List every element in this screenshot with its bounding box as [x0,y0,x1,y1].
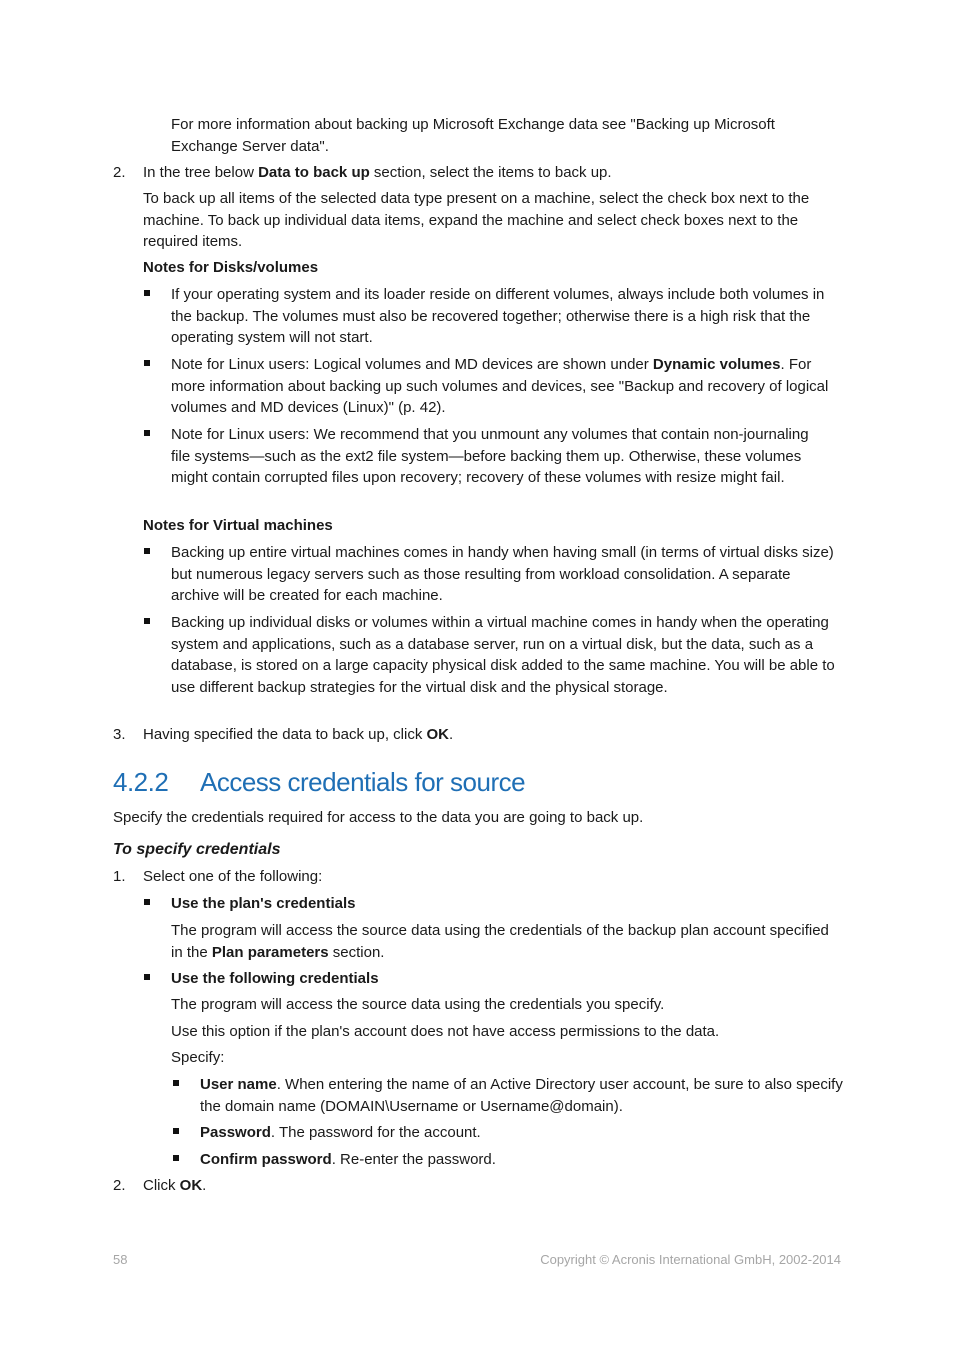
step-2-text [143,162,843,184]
option-following-credentials [171,968,379,990]
section-heading [113,765,525,799]
disks-notes-heading-text: Notes for Disks/volumes [143,259,319,276]
step-2-post: section, select the items to back up. [369,164,612,181]
bullet-square-icon [144,360,150,366]
confirm-password-label: Confirm password [200,1151,332,1168]
vm-note-1: Backing up entire virtual machines comes in handy when having small (in terms of virtual disks size) but numerous legacy servers such as those resulting from workload consolidation. A separate archive will be created for each machine. [171,544,834,604]
disks-note-2-pre: Note for Linux users: Logical volumes and MD devices are shown under [171,356,653,373]
step-2-paragraph: To back up all items of the selected data type present on a machine, select the check box next to the machine. To back up individual data items, expand the machine and select check boxes next to the required items. [143,190,810,250]
bullet-square-icon [144,548,150,554]
cred-step-2-post: . [202,1177,207,1194]
opt1-post: section. [328,943,385,961]
option-plan-credentials [171,893,355,915]
vm-notes-heading [143,515,333,537]
bullet-square-icon [173,1128,179,1134]
step-2-number: 2. [113,164,126,181]
vm-notes-heading-text: Notes for Virtual machines [143,517,333,534]
opt2-paragraph-2: Use this option if the plan's account does not have access permissions to the data. [171,1023,720,1040]
opt2-paragraph-1: The program will access the source data using the credentials you specify. [171,996,665,1013]
opt1-pre: The program will access the source data using the credentials of the backup plan account specified in the [171,922,829,961]
cred-step-1-text: Select one of the following: [143,868,323,885]
opt2-specify: Specify: [171,1049,225,1066]
cred-step-1-number: 1. [113,868,126,885]
password-item [200,1122,840,1144]
page-number: 58 [113,1252,128,1267]
disks-notes-heading [143,257,318,279]
procedure-heading: To specify credentials [113,841,281,858]
bullet-square-icon [144,290,150,296]
cred-step-2-text [143,1175,206,1197]
confirm-password-desc: . Re-enter the password. [331,1151,496,1168]
step-3-pre: Having specified the data to back up, click [143,726,427,743]
option-plan-credentials-title: Use the plan's credentials [171,895,356,912]
step-3-post: . [449,726,454,743]
data-to-back-up-label: Data to back up [258,164,370,181]
copyright: Copyright © Acronis International GmbH, 2002-2014 [540,1252,841,1267]
disks-note-1: If your operating system and its loader reside on different volumes, always include both volumes in the backup. The volumes must also be recovered together; otherwise there is a high risk that the operating system will not start. [171,286,825,346]
exchange-info-paragraph [171,114,841,157]
cred-step-2-pre: Click [143,1177,180,1194]
bullet-square-icon [173,1155,179,1161]
vm-note-2: Backing up individual disks or volumes within a virtual machine comes in handy when the operating system and applications, such as a database server, run on a virtual disk, but the data, such as a database, is stored on a large capacity physical disk added to the same machine. You will be able to use different backup strategies for the virtual disk and the physical storage. [171,614,835,696]
password-desc: . The password for the account. [270,1124,481,1141]
user-name-label: User name [200,1076,277,1093]
ok-label: OK [179,1177,203,1194]
disks-note-2 [171,354,841,419]
option-following-credentials-title: Use the following credentials [171,970,379,987]
option-plan-credentials-desc [171,920,841,963]
step-2-pre: In the tree below [143,164,259,181]
bullet-square-icon [173,1080,179,1086]
disks-note-3: Note for Linux users: We recommend that you unmount any volumes that contain non-journaling file systems—such as the ext2 file system—before backing them up. Otherwise, these volumes might contain corrupted files upon recovery; recovery of these volumes with resize might fail. [171,426,809,486]
cred-step-2-number: 2. [113,1177,126,1194]
step-3-number: 3. [113,726,126,743]
section-number: 4.2.2 [113,767,169,797]
bullet-square-icon [144,430,150,436]
dynamic-volumes-label: Dynamic volumes [652,356,781,373]
step-3-text [143,724,843,746]
bullet-square-icon [144,899,150,905]
password-label: Password [200,1124,271,1141]
bullet-square-icon [144,618,150,624]
section-title: Access credentials for source [200,767,526,797]
user-name-desc: . When entering the name of an Active Directory user account, be sure to also specify the domain name (DOMAIN\Username or Username@domain). [200,1076,843,1115]
bullet-square-icon [144,974,150,980]
plan-parameters-label: Plan parameters [211,943,329,961]
disks-note-2-post: . For more information about backing up such volumes and devices, see "Backup and recovery of logical volumes and MD devices (Linux)" (p. 42). [171,356,829,416]
section-intro: Specify the credentials required for access to the data you are going to back up. [113,809,644,826]
exchange-info-text: For more information about backing up Microsoft Exchange data see "Backing up Microsoft Exchange Server data". [171,116,775,155]
ok-label: OK [426,726,449,743]
confirm-password-item [200,1149,840,1171]
user-name-item [200,1074,845,1117]
